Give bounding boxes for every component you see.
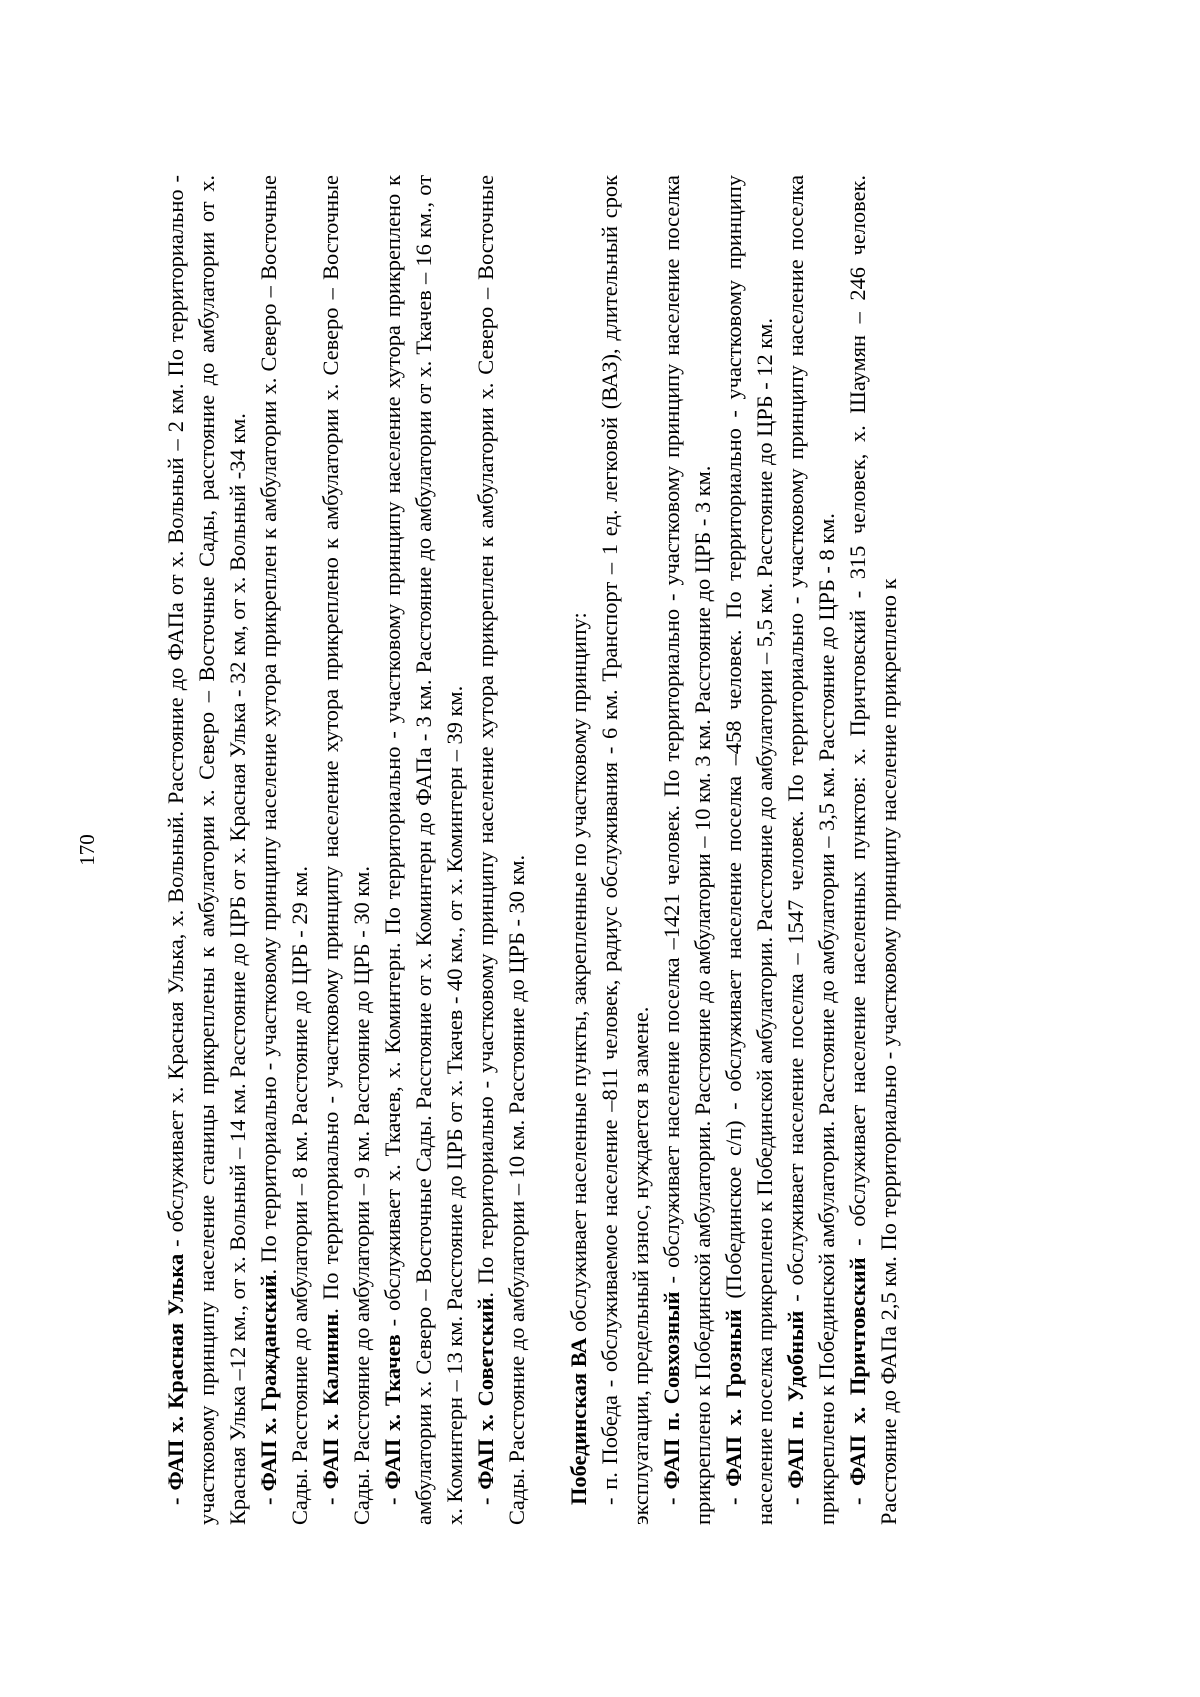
heading-pobedinskaya-va: Побединская ВА — [566, 1337, 591, 1505]
paragraph-pobedinskaya-va — [563, 175, 594, 1525]
body-fap-tkachev: - обслуживает х. Ткачев, х. Коминтерн. По территориально - участковому принципу население хутора прикреплено к амбулатории х. Северо – Восточные Сады. Расстояние от х. Коминтерн до ФАПа - 3 км. Расстояние до амбулатории от х. Ткачев – 16 км., от х. Коминтерн – 13 км. Расстояние до ЦРБ от х. Ткачев - 40 км., от х. Коминтерн – 39 км. — [380, 175, 467, 1525]
paragraph-fap-sovetsky — [470, 175, 532, 1525]
body-fap-krasnaya-ulka: - обслуживает х. Красная Улька, х. Вольный. Расстояние до ФАПа от х. Вольный – 2 км. По территориально - участковому принципу население станицы прикреплены к амбулатории х. Северо – Восточные Сады, расстояние до амбулатории от х. Красная Улька –12 км., от х. Вольный – 14 км. Расстояние до ЦРБ от х. Красная Улька - 32 км, от х. Вольный -34 км. — [163, 175, 250, 1525]
heading-fap-udobny: - ФАП п. Удобный — [783, 1310, 808, 1505]
heading-fap-krasnaya-ulka: - ФАП х. Красная Улька — [163, 1253, 188, 1505]
body-fap-udobny: - обслуживает население поселка – 1547 человек. По территориально - участковому принципу население поселка прикреплено к Побединской амбулатории. Расстояние до амбулатории – 3,5 км. Расстояние до ЦРБ - 8 км. — [783, 174, 839, 1525]
paragraph-fap-grozny — [718, 175, 780, 1525]
body-fap-grazhdansky: . По территориально - участковому принципу население хутора прикреплен к амбулатории х. Северо – Восточные Сады. Расстояние до амбулатории – 8 км. Расстояние до ЦРБ - 29 км. — [256, 175, 312, 1525]
body-fap-kalinin: . По территориально - участковому принципу население хутора прикреплено к амбулатории х. Северо – Восточные Сады. Расстояние до амбулатории – 9 км. Расстояние до ЦРБ - 30 км. — [318, 175, 374, 1525]
body-pobedinskaya-va: обслуживает населенные пункты, закрепленные по участковому принципу: — [566, 612, 591, 1338]
paragraph-fap-prichtovsky — [842, 175, 904, 1525]
heading-fap-kalinin: - ФАП х. Калинин — [318, 1313, 343, 1505]
heading-fap-grozny: - ФАП х. Грозный — [721, 1309, 746, 1505]
body-fap-sovkhozny: - обслуживает население поселка –1421 человек. По территориально - участковому принципу население поселка прикреплено к Побединской амбулатории. Расстояние до амбулатории – 10 км. 3 км. Расстояние до ЦРБ - 3 км. — [659, 175, 715, 1525]
paragraph-fap-grazhdansky — [253, 175, 315, 1525]
heading-fap-grazhdansky: - ФАП х. Гражданский — [256, 1274, 281, 1505]
page-number: 170 — [75, 834, 99, 866]
heading-fap-sovetsky: - ФАП х. Советский — [473, 1297, 498, 1505]
heading-fap-sovkhozny: - ФАП п. Совхозный — [659, 1291, 684, 1505]
body-fap-prichtovsky: - обслуживает население населенных пунктов: х. Причтовский - 315 человек, х. Шаумян – 246 человек. Расстояние до ФАПа 2,5 км. По территориально - участковому принципу население прикреплено к — [845, 175, 901, 1525]
paragraph-gap — [532, 175, 563, 1525]
body-p-pobeda: - п. Победа - обслуживаемое население –811 человек, радиус обслуживания - 6 км. Транспорт – 1 ед. легковой (ВАЗ), длительный срок эксплуатации, предельный износ, нуждается в замене. — [597, 175, 653, 1525]
heading-fap-tkachev: - ФАП х. Ткачев — [380, 1334, 405, 1505]
paragraph-fap-krasnaya-ulka — [160, 175, 253, 1525]
heading-fap-prichtovsky: - ФАП х. Причтовский — [845, 1257, 870, 1505]
paragraph-fap-sovkhozny — [656, 175, 718, 1525]
body-fap-sovetsky: . По территориально - участковому принципу население хутора прикреплен к амбулатории х. Северо – Восточные Сады. Расстояние до амбулатории – 10 км. Расстояние до ЦРБ - 30 км. — [473, 174, 529, 1525]
paragraph-fap-udobny — [780, 175, 842, 1525]
rotated-text-block — [75, 174, 920, 1525]
paragraph-fap-tkachev — [377, 175, 470, 1525]
paragraph-fap-kalinin — [315, 175, 377, 1525]
body-fap-grozny: (Побединское с/п) - обслуживает население поселка –458 человек. По территориально - участковому принципу население поселка прикреплено к Побединской амбулатории. Расстояние до амбулатории – 5,5 км. Расстояние до ЦРБ - 12 км. — [721, 175, 777, 1525]
paragraph-p-pobeda — [594, 175, 656, 1525]
